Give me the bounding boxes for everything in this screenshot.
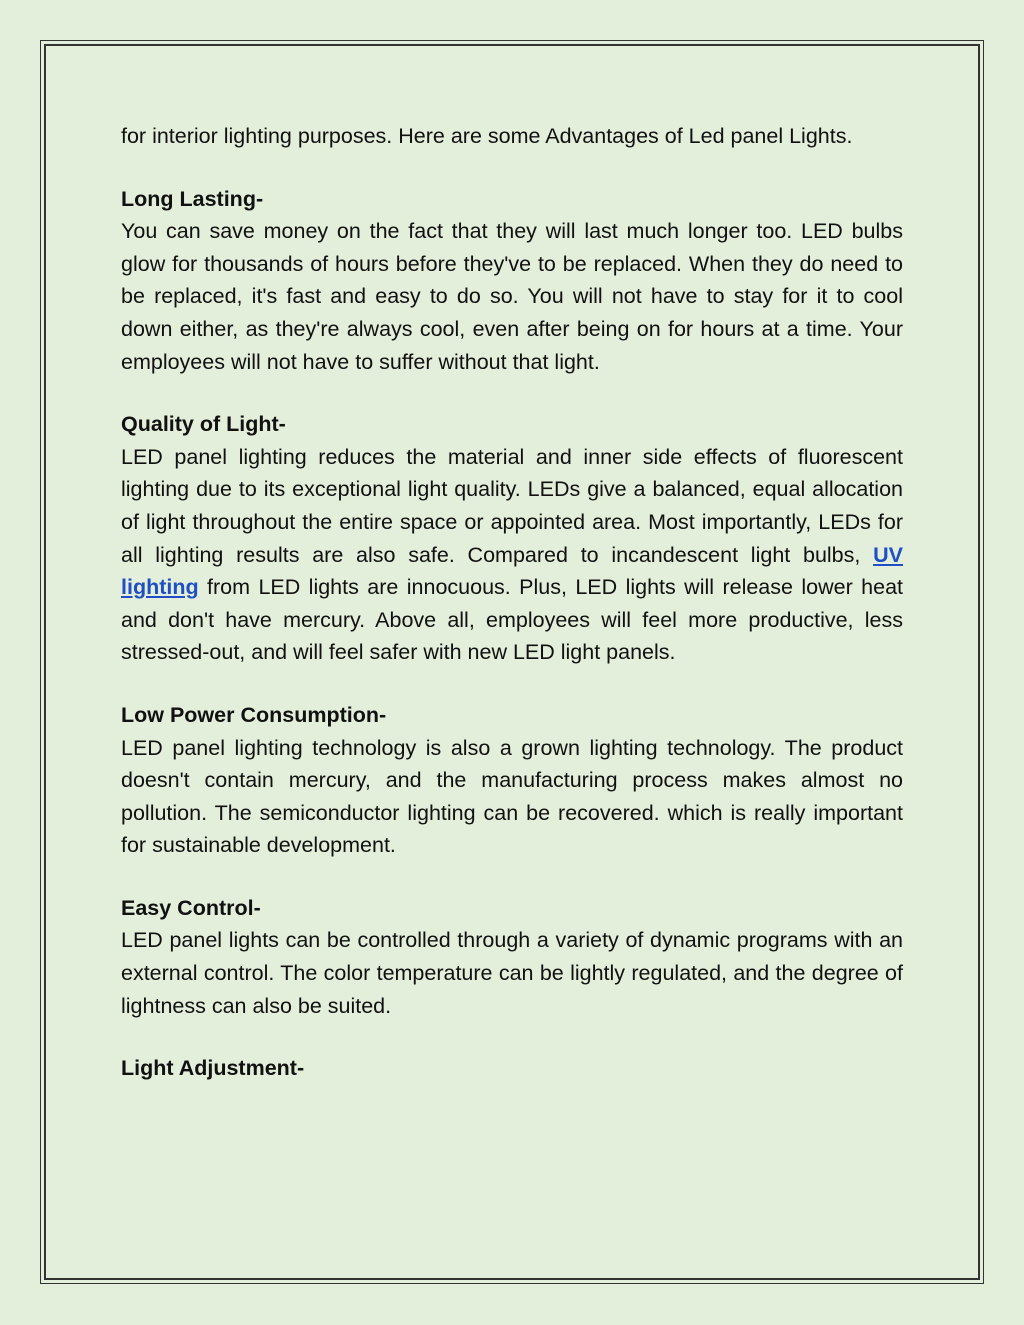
paragraph-spacer <box>121 153 903 183</box>
intro-paragraph: for interior lighting purposes. Here are some Advantages of Led panel Lights. <box>121 124 853 148</box>
quality-text-before-link: LED panel lighting reduces the material and inner side effects of fluorescent lighting due to its exceptional light quality. LEDs give a balanced, equal allocation of light throughout the entire space or appointed area. Most importantly, LEDs for all lighting results are also safe. Compared to incandescent light bulbs, <box>121 444 903 567</box>
uv-lighting-link[interactable]: UV lighting <box>121 542 903 600</box>
paragraph-low-power: LED panel lighting technology is also a grown lighting technology. The product doesn't contain mercury, and the manufacturing process makes almost no pollution. The semiconductor lighting can be recovered. which is really important for sustainable development. <box>121 735 903 858</box>
paragraph-spacer <box>121 669 903 699</box>
heading-light-adjustment: Light Adjustment- <box>121 1056 305 1081</box>
heading-long-lasting: Long Lasting- <box>121 186 264 211</box>
paragraph-spacer <box>121 862 903 892</box>
paragraph-long-lasting: You can save money on the fact that they will last much longer too. LED bulbs glow for thousands of hours before they've to be replaced. When they do need to be replaced, it's fast and easy to do so. You will not have to stay for it to cool down either, as they're always cool, even after being on for hours at a time. Your employees will not have to suffer without that light. <box>121 219 903 374</box>
document-body <box>121 120 903 1085</box>
heading-quality-of-light: Quality of Light- <box>121 412 286 437</box>
quality-text-after-link: from LED lights are innocuous. Plus, LED lights will release lower heat and don't have mercury. Above all, employees will feel more productive, less stressed-out, and will feel safer with new LED light panels. <box>121 575 903 665</box>
heading-low-power: Low Power Consumption- <box>121 702 387 727</box>
paragraph-easy-control: LED panel lights can be controlled through a variety of dynamic programs with an external control. The color temperature can be lightly regulated, and the degree of lightness can also be suited. <box>121 928 903 1018</box>
paragraph-spacer <box>121 1022 903 1052</box>
paragraph-spacer <box>121 378 903 408</box>
heading-easy-control: Easy Control- <box>121 895 261 920</box>
paragraph-quality-of-light <box>121 441 903 669</box>
